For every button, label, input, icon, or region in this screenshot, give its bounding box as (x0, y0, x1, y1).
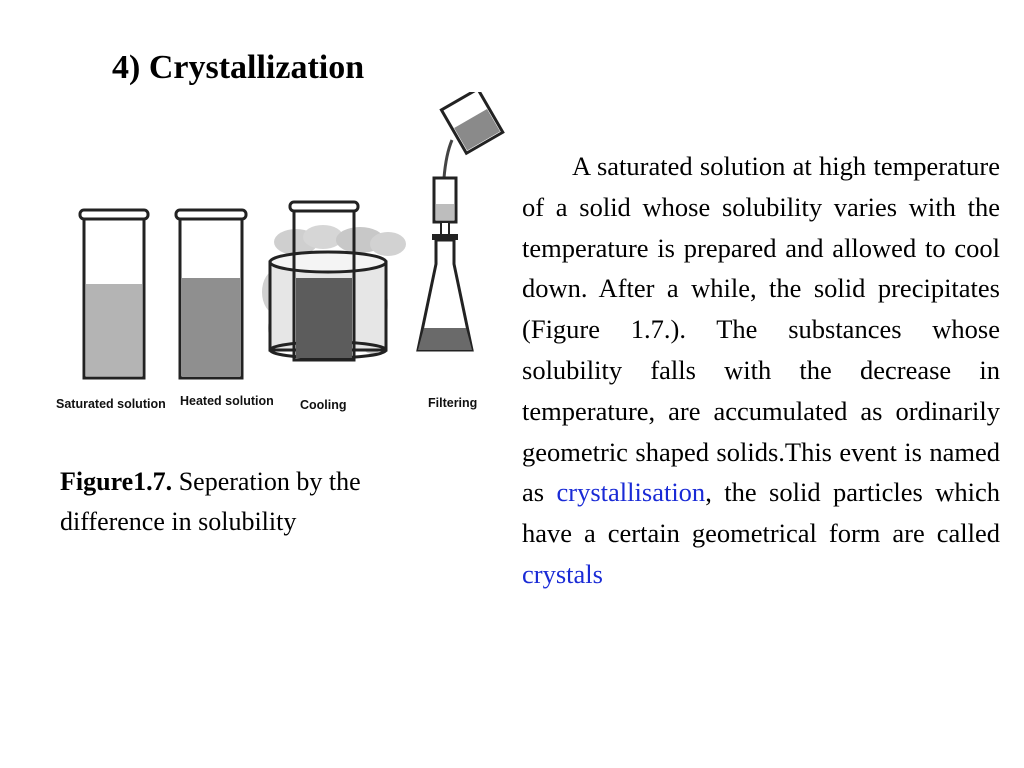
term-crystals: crystals (522, 558, 603, 589)
ice-chunk (370, 232, 406, 256)
beaker-heated (176, 210, 246, 378)
label-heated-solution: Heated solution (180, 394, 274, 408)
pour-stream (444, 140, 452, 178)
figure-illustration (48, 92, 508, 442)
flask-filtrate (418, 328, 472, 350)
label-filtering: Filtering (428, 396, 478, 410)
cooling-bath (262, 202, 406, 360)
beaker-cooling-liquid (296, 278, 352, 358)
label-saturated-solution: Saturated solution (56, 397, 166, 411)
beaker-cooling-rim (290, 202, 358, 211)
funnel-stem (441, 222, 449, 236)
beaker-saturated-rim (80, 210, 148, 219)
figure-caption (60, 462, 470, 542)
body-paragraph (522, 146, 1000, 595)
crystallization-figure (48, 92, 508, 442)
figure-caption-label: Figure1.7. (60, 467, 173, 496)
funnel-liquid (436, 204, 454, 220)
beaker-heated-rim (176, 210, 246, 219)
filtering-apparatus (418, 92, 503, 350)
label-cooling: Cooling (300, 398, 347, 412)
term-crystallisation: crystallisation (556, 477, 706, 508)
paragraph-part-1: A saturated solution at high temperature of a solid whose solubility varies with the temperature is prepared and allowed to cool down. After a while, the solid precipitates (Figure 1.7.). The substances whose solubility falls with the decrease in temperature, are accumulated as ordinarily geometric shaped solids.This event is named as (522, 151, 1000, 508)
bath-bowl-rim (270, 252, 386, 272)
beaker-saturated (80, 210, 148, 378)
slide-title: 4) Crystallization (112, 49, 365, 86)
figure-caption-text: Seperation by the difference in solubility (60, 467, 361, 536)
beaker-saturated-liquid (86, 284, 142, 376)
paragraph-part-2: , the solid particles which have a certain geometrical form are called (522, 477, 1000, 549)
beaker-heated-liquid (182, 278, 240, 376)
